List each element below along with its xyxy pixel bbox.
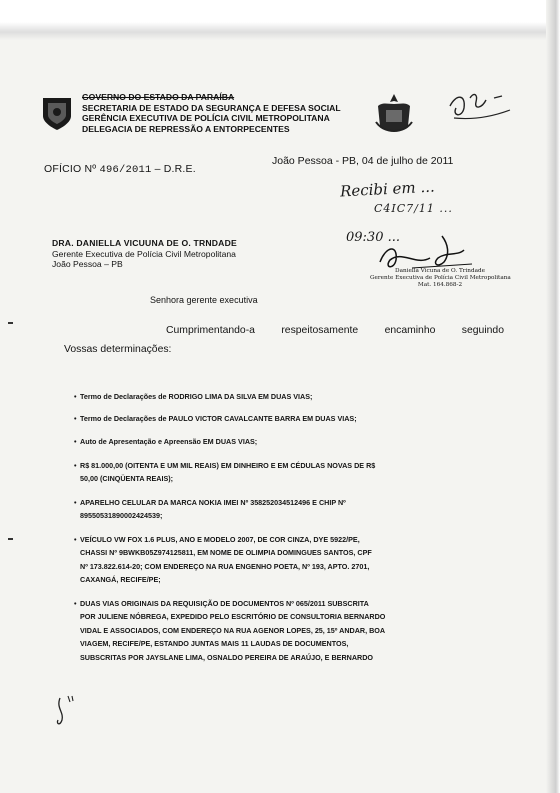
margin-tick-mark [8, 538, 13, 540]
list-item-line: VEÍCULO VW FOX 1.6 PLUS, ANO E MODELO 2007, DE COR CINZA, DYE 5922/PE, [80, 534, 360, 544]
bullet-icon: • [74, 460, 77, 470]
city-date: João Pessoa - PB, 04 de julho de 2011 [272, 155, 454, 167]
stamp-role: Gerente Executiva de Polícia Civil Metropolitana [370, 275, 511, 282]
list-item [74, 496, 520, 523]
list-item-line: 8955053189000242453​9; [80, 511, 163, 520]
coat-of-arms-icon [372, 92, 416, 136]
letterhead-line-secretariat: SECRETARIA DE ESTADO DA SEGURANÇA E DEFESA SOCIAL [82, 102, 341, 113]
list-item-line: R$ 81.000,00 (OITENTA E UM MIL REAIS) EM DINHEIRO E EM CÉDULAS NOVAS DE R$ [80, 460, 376, 470]
list-item-line: VIAGEM, RECIFE/PE, ESTANDO JUNTAS MAIS 11 LAUDAS DE DOCUMENTOS, [80, 639, 349, 648]
scan-right-edge [546, 0, 560, 793]
intro-word: encaminho [384, 325, 436, 336]
bullet-icon: • [74, 392, 77, 401]
intro-line-1 [64, 321, 504, 340]
letterhead-line-government: GOVERNO DO ESTADO DA PARAÍBA [82, 92, 235, 102]
list-item [74, 435, 520, 449]
list-item-line: DUAS VIAS ORIGINAIS DA REQUISIÇÃO DE DOCUMENTOS Nº 065/2011 SUBSCRITA [80, 598, 369, 608]
list-item-line: VIDAL E ASSOCIADOS, COM ENDEREÇO NA RUA AGENOR LOPES, 25, 15º ANDAR, BOA [80, 625, 386, 635]
enclosures-list [74, 378, 520, 664]
stamp-registration: Mat. 164.868-2 [417, 282, 463, 289]
bullet-icon: • [74, 413, 77, 423]
handwritten-initials-mark [444, 88, 514, 128]
list-item-line: APARELHO CELULAR DA MARCA NOKIA IMEI Nº 358252034512496 E CHIP Nº [80, 497, 346, 507]
bullet-icon: • [74, 437, 77, 446]
addressee-block [52, 238, 352, 270]
oficio-number: 496/2011 [99, 164, 152, 176]
list-item-line: CHASSI Nº 9BWKB05Z974125811, EM NOME DE OLIMPIA DOMINGUES SANTOS, CPF [80, 548, 372, 557]
list-item-line: Termo de Declarações de RODRIGO LIMA DA SILVA EM DUAS VIAS; [80, 392, 313, 401]
list-item-line: Nº 173.822.614-20; COM ENDEREÇO NA RUA ENGENHO POETA, Nº 193, APTO. 2701, [80, 561, 370, 571]
handwritten-receipt-line: Recibi em ... [339, 177, 436, 201]
letterhead-line-precinct: DELEGACIA DE REPRESSÃO A ENTORPECENTES [82, 123, 290, 134]
letterhead-line-management: GERÊNCIA EXECUTIVA DE POLÍCIA CIVIL METROPOLITANA [82, 113, 330, 124]
bullet-icon: • [74, 534, 77, 544]
handwritten-margin-mark [54, 694, 80, 730]
list-item [74, 390, 520, 404]
oficio-suffix: – D.R.E. [154, 163, 196, 175]
addressee-city: João Pessoa – PB [52, 259, 123, 270]
official-stamp [370, 268, 510, 290]
addressee-title: Gerente Executiva de Polícia Civil Metropolitana [52, 248, 236, 259]
handwritten-receipt-time: 09:30 ... [346, 230, 400, 245]
oficio-number-line [44, 163, 196, 176]
list-item-line: 50,00 (CINQÜENTA REAIS); [80, 474, 174, 483]
bullet-icon: • [74, 497, 77, 507]
list-item-line: SUBSCRITAS POR JAYSLANE LIMA, OSNALDO PEREIRA DE ARAÚJO, E BERNARDO [80, 652, 373, 662]
intro-line-2: Vossas determinações: [64, 344, 172, 355]
list-item [74, 412, 520, 426]
intro-word: seguindo [461, 325, 504, 336]
intro-word: Cumprimentando-a [166, 325, 255, 336]
stamp-name: Daniella Vicuna de O. Trindade [395, 268, 485, 274]
list-item-line: Auto de Apresentação e Apreensão EM DUAS VIAS; [80, 437, 258, 446]
salutation: Senhora gerente executiva [150, 295, 258, 305]
intro-word: respeitosamente [281, 325, 359, 336]
oficio-prefix: OFÍCIO Nº [44, 163, 97, 175]
addressee-name: DRA. DANIELLA VICUUNA DE O. TRNDADE [52, 238, 237, 248]
list-item [74, 459, 520, 486]
police-crest-icon [40, 96, 74, 132]
margin-tick-mark [8, 322, 13, 324]
list-item-line: CAXANGÁ, RECIFE/PE; [80, 575, 161, 584]
list-item [74, 533, 520, 587]
intro-paragraph [64, 321, 504, 359]
letterhead [82, 92, 382, 134]
list-item-line: Termo de Declarações de PAULO VICTOR CAVALCANTE BARRA EM DUAS VIAS; [80, 413, 357, 423]
scan-top-edge [0, 0, 560, 40]
list-item [74, 597, 520, 665]
list-item-line: POR JULIENE NÓBREGA, EXPEDIDO PELO ESCRITÓRIO DE CONSULTORIA BERNARDO [80, 612, 386, 621]
bullet-icon: • [74, 598, 77, 608]
handwritten-receipt-date: C4IC7/11 ... [374, 202, 453, 215]
